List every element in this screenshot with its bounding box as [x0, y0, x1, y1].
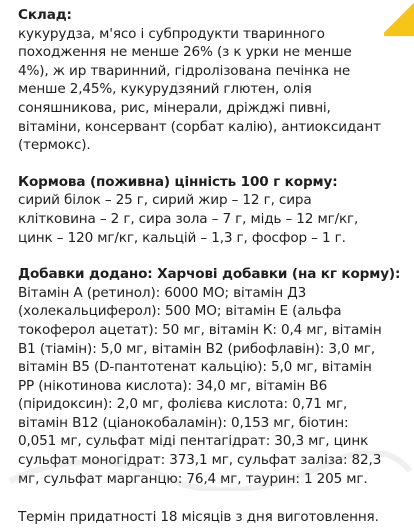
additives-text: Вітамін А (ретинол): 6000 МО; вітамін Д3 (холекальциферол): 500 МО; вітамін Е (альфа токоферол ацетат): 50 мг, вітамін К: 0,4 мг, вітамін В1 (тіамін): 5,0 мг, вітамін В2 (рибофлавін): 3,0 мг, вітамін В5 (D-пантотенат кальцію): 5,0 мг, вітамін РР (нікотинова кислота): 34,0 мг, вітамін В6 (піридоксин): 2,0 мг, фолієва кислота: 0,71 мг, вітамін В12 (ціанокобаламін): 0,153 мг, біотин: 0,051 мг, сульфат міді пентагідрат: 30,3 мг, цинк сульфат моногідрат: 373,1 мг, сульфат заліза: 82,3 мг, сульфат марганцю: 76,4 мг, таурин: 1 205 мг. — [18, 284, 382, 487]
composition-text: кукурудза, м'ясо і субпродукти тваринного походження не менше 26% (з к урки не менше 4%), ж ир тваринний, гідролізована печінка не менше 2,45%, кукурудзяний глютен, олія соняшникова, рис, мінерали, дріжджі пивні, вітаміни, консервант (сорбат калію), антиоксидант (термокс). — [18, 25, 381, 154]
additives-heading: Добавки додано: Харчові добавки (на кг корму): — [18, 266, 401, 283]
composition-heading: Склад: — [18, 7, 72, 23]
additives-section — [18, 265, 410, 488]
label-text — [18, 6, 410, 527]
nutrition-heading: Кормова (поживна) цінність 100 г корму: — [18, 173, 338, 190]
nutrition-section — [18, 173, 410, 247]
composition-section — [18, 6, 410, 155]
shelf-life-text: Термін придатності 18 місяців з дня виготовлення. — [18, 509, 379, 526]
nutrition-text: сирий білок – 25 г, сирий жир – 12 г, сира клітковина – 2 г, сира зола – 7 г, мідь – 12 мг/кг, цинк – 120 мг/кг, кальцій – 1,3 г, фосфор – 1 г. — [18, 192, 359, 246]
